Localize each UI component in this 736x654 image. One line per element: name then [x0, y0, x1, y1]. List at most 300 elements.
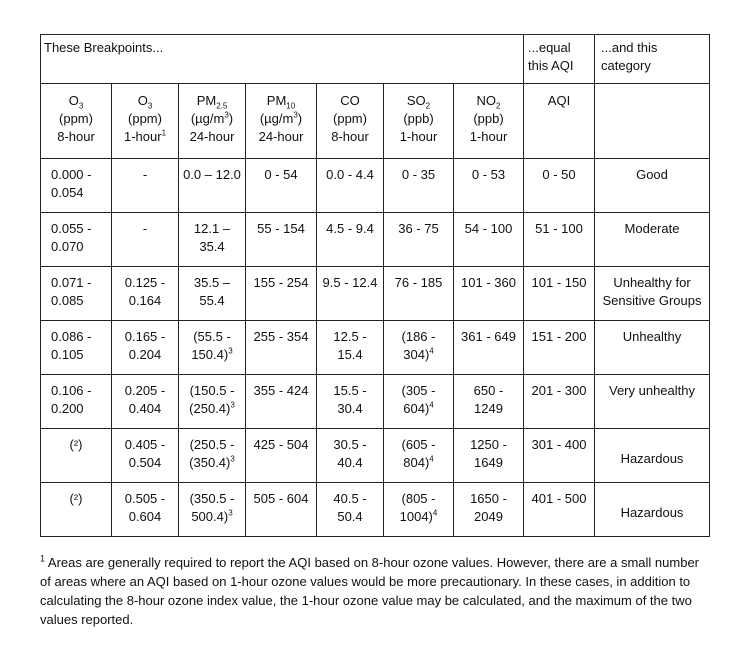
cell-line	[319, 508, 381, 526]
cell-value: 0.404	[128, 401, 162, 416]
column-name-subscript: 3	[78, 101, 84, 111]
cell-value: (805 -	[401, 491, 436, 506]
category-line	[597, 328, 707, 346]
cell-value: 35.4	[199, 239, 225, 254]
cell-no2	[454, 267, 524, 321]
cell-line	[456, 166, 521, 184]
cell-value: 0.0 - 4.4	[326, 167, 374, 182]
cell-line	[386, 274, 451, 292]
column-period-text: 1-hour	[399, 129, 438, 144]
cell-aqi	[524, 159, 595, 213]
cell-line	[386, 436, 451, 454]
cell-aqi	[524, 375, 595, 429]
cell-line	[386, 166, 451, 184]
column-name-base: O	[137, 93, 148, 108]
footnote	[40, 553, 700, 629]
column-name	[248, 92, 314, 110]
category-line	[597, 220, 707, 238]
cell-footnote-ref: 3	[228, 346, 233, 356]
cell-line	[114, 166, 176, 184]
cell-so2	[384, 267, 454, 321]
table-row	[41, 375, 710, 429]
cell-so2	[384, 213, 454, 267]
column-header	[179, 84, 246, 159]
column-name	[386, 92, 451, 110]
cell-line	[51, 346, 109, 364]
column-unit-superscript: 3	[293, 110, 298, 120]
cell-line	[181, 454, 243, 472]
cell-so2	[384, 159, 454, 213]
cell-line	[386, 400, 451, 418]
column-header	[384, 84, 454, 159]
cell-value: 361 - 649	[461, 329, 516, 344]
column-unit	[319, 110, 381, 128]
column-header-row	[41, 84, 710, 159]
cell-pm10	[246, 159, 317, 213]
column-name	[43, 92, 109, 110]
cell-value: -	[142, 221, 148, 236]
cell-value: 2049	[474, 509, 503, 524]
cell-footnote-ref: 3	[228, 508, 233, 518]
column-name-subscript: 2	[425, 101, 431, 111]
table-row	[41, 321, 710, 375]
cell-value: 0.205 -	[124, 383, 166, 398]
aqi-range: 0 - 50	[542, 167, 576, 182]
column-period	[181, 128, 243, 146]
breakpoints-header: These Breakpoints...	[41, 35, 524, 84]
cell-value: (55.5 -	[193, 329, 231, 344]
cell-value: 0.604	[128, 509, 162, 524]
category-text: Unhealthy for	[613, 275, 691, 290]
footnote-marker: 1	[40, 553, 46, 564]
cell-o3-1h	[112, 375, 179, 429]
cell-value: (186 -	[401, 329, 436, 344]
cell-line	[319, 436, 381, 454]
column-name-subscript: 2.5	[216, 101, 228, 111]
cell-line	[181, 436, 243, 454]
aqi-range: 151 - 200	[531, 329, 587, 344]
cell-line	[51, 382, 109, 400]
column-name-subscript: 2	[496, 101, 501, 111]
cell-value: 1004)	[399, 509, 433, 524]
column-period-text: 8-hour	[331, 129, 369, 144]
cell-value: 0.200	[51, 401, 84, 416]
cell-value: 0.086 -	[51, 329, 92, 344]
cell-line	[248, 220, 314, 238]
cell-no2	[454, 321, 524, 375]
cell-pm25	[179, 159, 246, 213]
table-row	[41, 159, 710, 213]
cell-value: 255 - 354	[253, 329, 309, 344]
cell-pm10	[246, 267, 317, 321]
column-name	[319, 92, 381, 110]
cell-pm25	[179, 375, 246, 429]
cell-line	[181, 292, 243, 310]
category-text: Hazardous	[620, 505, 684, 520]
cell-co	[317, 321, 384, 375]
cell-so2	[384, 483, 454, 537]
table-row	[41, 429, 710, 483]
cell-category	[595, 375, 710, 429]
cell-value: 355 - 424	[253, 383, 309, 398]
cell-value: (²)	[69, 491, 83, 506]
cell-category	[595, 429, 710, 483]
cell-category	[595, 159, 710, 213]
cell-line	[319, 274, 381, 292]
column-period	[386, 128, 451, 146]
aqi-breakpoints-table	[40, 34, 710, 537]
column-header	[41, 84, 112, 159]
cell-aqi	[524, 429, 595, 483]
cell-value: 1250 -	[470, 437, 507, 452]
cell-value: 0.504	[128, 455, 162, 470]
cell-line	[319, 400, 381, 418]
column-unit	[43, 110, 109, 128]
column-name	[526, 92, 592, 110]
column-unit-text: (ppm)	[333, 111, 367, 126]
column-period	[456, 128, 521, 146]
column-unit	[114, 110, 176, 128]
category-line-2: category	[601, 58, 651, 73]
cell-value: 55.4	[199, 293, 225, 308]
cell-line	[51, 400, 109, 418]
cell-value: 35.5 –	[193, 275, 231, 290]
category-line	[597, 166, 707, 184]
cell-line	[386, 508, 451, 526]
column-header	[524, 84, 595, 159]
cell-pm10	[246, 429, 317, 483]
cell-footnote-ref: 3	[230, 400, 235, 410]
cell-footnote-ref: 4	[432, 508, 438, 518]
cell-value: 12.5 -	[333, 329, 367, 344]
cell-pm10	[246, 321, 317, 375]
table-row	[41, 483, 710, 537]
table-intro-row	[41, 35, 710, 84]
cell-so2	[384, 375, 454, 429]
cell-value: 0 - 54	[264, 167, 298, 182]
cell-value: 155 - 254	[253, 275, 309, 290]
cell-line	[456, 400, 521, 418]
column-period-superscript: 1	[161, 128, 167, 138]
cell-line	[114, 382, 176, 400]
category-line	[597, 382, 707, 400]
cell-value: (350.4)	[189, 455, 231, 470]
category-text: Unhealthy	[622, 329, 682, 344]
cell-line	[51, 220, 109, 238]
cell-o3-1h	[112, 213, 179, 267]
column-unit	[248, 110, 314, 128]
category-text: Good	[636, 167, 668, 182]
category-header	[595, 35, 710, 84]
cell-value: (250.5 -	[189, 437, 235, 452]
column-unit	[386, 110, 451, 128]
cell-line	[51, 292, 109, 310]
cell-o3-1h	[112, 429, 179, 483]
cell-co	[317, 429, 384, 483]
cell-line	[114, 274, 176, 292]
column-unit-superscript: 3	[224, 110, 229, 120]
aqi-range: 301 - 400	[531, 437, 587, 452]
category-line	[597, 504, 707, 522]
cell-value: 505 - 604	[253, 491, 309, 506]
cell-category	[595, 213, 710, 267]
cell-o3-8h	[41, 321, 112, 375]
cell-o3-8h	[41, 429, 112, 483]
cell-co	[317, 267, 384, 321]
cell-line	[248, 328, 314, 346]
cell-value: (350.5 -	[189, 491, 235, 506]
column-name-base: CO	[340, 93, 360, 108]
cell-aqi	[524, 267, 595, 321]
cell-pm25	[179, 213, 246, 267]
cell-line	[114, 292, 176, 310]
cell-no2	[454, 375, 524, 429]
cell-value: 0.106 -	[51, 383, 92, 398]
column-period	[43, 128, 109, 146]
cell-pm25	[179, 321, 246, 375]
cell-value: 15.4	[337, 347, 363, 362]
cell-value: (²)	[69, 437, 83, 452]
cell-o3-8h	[41, 159, 112, 213]
cell-category	[595, 267, 710, 321]
cell-value: 650 -	[473, 383, 504, 398]
cell-value: 4.5 - 9.4	[326, 221, 374, 236]
cell-value: 0.070	[51, 239, 84, 254]
cell-value: 0.0 – 12.0	[183, 167, 241, 182]
cell-value: 1649	[474, 455, 503, 470]
cell-no2	[454, 213, 524, 267]
cell-line	[181, 328, 243, 346]
column-period-text: 24-hour	[258, 129, 304, 144]
cell-value: 0 - 53	[471, 167, 506, 182]
cell-pm10	[246, 375, 317, 429]
cell-line	[386, 490, 451, 508]
cell-pm25	[179, 429, 246, 483]
table-row	[41, 267, 710, 321]
cell-value: 0.105	[51, 347, 84, 362]
column-name	[181, 92, 243, 110]
column-header-empty	[595, 84, 710, 159]
column-period	[114, 128, 176, 146]
cell-value: (605 -	[401, 437, 436, 452]
cell-line	[181, 400, 243, 418]
cell-no2	[454, 159, 524, 213]
cell-line	[248, 166, 314, 184]
column-header	[112, 84, 179, 159]
cell-line	[51, 238, 109, 256]
cell-value: 304)	[403, 347, 430, 362]
cell-so2	[384, 429, 454, 483]
column-period	[319, 128, 381, 146]
column-name-base: SO	[406, 93, 426, 108]
cell-value: 12.1 –	[193, 221, 231, 236]
cell-line	[43, 490, 109, 508]
cell-co	[317, 159, 384, 213]
cell-value: 604)	[403, 401, 430, 416]
cell-line	[114, 490, 176, 508]
column-unit-text: (µg/m	[259, 111, 294, 126]
column-unit-text: (ppb)	[403, 111, 434, 126]
cell-line	[114, 328, 176, 346]
cell-line	[248, 436, 314, 454]
cell-value: (305 -	[401, 383, 436, 398]
column-name-base: O	[68, 93, 79, 108]
cell-o3-8h	[41, 483, 112, 537]
cell-line	[319, 382, 381, 400]
cell-value: 425 - 504	[253, 437, 309, 452]
column-unit-text: (ppb)	[473, 111, 504, 126]
column-unit-text: (µg/m	[190, 111, 225, 126]
cell-line	[248, 274, 314, 292]
table-row	[41, 213, 710, 267]
column-header	[317, 84, 384, 159]
category-line	[597, 274, 707, 292]
column-unit-text: (ppm)	[128, 111, 162, 126]
cell-line	[248, 382, 314, 400]
cell-value: 36 - 75	[398, 221, 439, 236]
cell-value: 0.085	[51, 293, 84, 308]
cell-pm10	[246, 483, 317, 537]
column-unit-close: )	[228, 111, 234, 126]
cell-value: 0.071 -	[51, 275, 92, 290]
cell-value: 0.405 -	[124, 437, 166, 452]
cell-line	[456, 274, 521, 292]
cell-pm25	[179, 483, 246, 537]
category-line	[597, 450, 707, 468]
cell-line	[319, 220, 381, 238]
cell-line	[319, 328, 381, 346]
cell-line	[181, 238, 243, 256]
column-name-base: AQI	[547, 93, 571, 108]
cell-value: 9.5 - 12.4	[322, 275, 378, 290]
column-period-text: 24-hour	[189, 129, 235, 144]
cell-line	[181, 508, 243, 526]
category-line-1: ...and this	[601, 40, 658, 55]
cell-line	[114, 436, 176, 454]
cell-footnote-ref: 4	[429, 400, 434, 410]
column-period-text: 8-hour	[57, 129, 95, 144]
cell-o3-1h	[112, 267, 179, 321]
cell-value: 101 - 360	[461, 275, 516, 290]
column-header	[454, 84, 524, 159]
equal-line-2: this AQI	[528, 58, 574, 73]
cell-line	[319, 490, 381, 508]
equal-aqi-header	[524, 35, 595, 84]
cell-co	[317, 483, 384, 537]
cell-value: 54 - 100	[464, 221, 513, 236]
cell-line	[114, 454, 176, 472]
column-period-text: 1-hour	[469, 129, 508, 144]
cell-line	[114, 400, 176, 418]
column-name-base: PM	[266, 93, 287, 108]
cell-o3-1h	[112, 483, 179, 537]
cell-line	[43, 436, 109, 454]
cell-value: 0.505 -	[124, 491, 166, 506]
cell-line	[456, 490, 521, 508]
aqi-range: 401 - 500	[531, 491, 587, 506]
cell-no2	[454, 429, 524, 483]
cell-o3-1h	[112, 321, 179, 375]
column-name	[456, 92, 521, 110]
column-header	[246, 84, 317, 159]
cell-value: 0.125 -	[124, 275, 166, 290]
column-unit-close: )	[297, 111, 303, 126]
cell-value: (150.5 -	[189, 383, 235, 398]
cell-value: 55 - 154	[257, 221, 305, 236]
cell-pm10	[246, 213, 317, 267]
column-unit	[181, 110, 243, 128]
cell-line	[456, 382, 521, 400]
cell-aqi	[524, 321, 595, 375]
cell-value: 804)	[403, 455, 430, 470]
cell-value: 0.000 -	[51, 167, 92, 182]
cell-line	[51, 184, 109, 202]
aqi-range: 101 - 150	[531, 275, 587, 290]
cell-value: 1249	[474, 401, 503, 416]
cell-value: 1650 -	[470, 491, 507, 506]
cell-value: (250.4)	[189, 401, 231, 416]
cell-value: 15.5 -	[333, 383, 367, 398]
cell-line	[386, 328, 451, 346]
cell-value: 0.165 -	[124, 329, 166, 344]
cell-aqi	[524, 483, 595, 537]
cell-line	[114, 508, 176, 526]
cell-line	[319, 454, 381, 472]
category-text: Hazardous	[620, 451, 684, 466]
column-name-base: PM	[196, 93, 217, 108]
column-name-base: NO	[476, 93, 497, 108]
cell-so2	[384, 321, 454, 375]
category-line	[597, 292, 707, 310]
cell-line	[386, 454, 451, 472]
cell-value: 0.054	[51, 185, 84, 200]
cell-footnote-ref: 3	[230, 454, 235, 464]
cell-line	[181, 346, 243, 364]
cell-line	[114, 346, 176, 364]
category-text: Sensitive Groups	[602, 293, 702, 308]
cell-co	[317, 375, 384, 429]
cell-line	[114, 220, 176, 238]
cell-line	[456, 328, 521, 346]
cell-no2	[454, 483, 524, 537]
cell-value: 50.4	[337, 509, 363, 524]
cell-line	[456, 508, 521, 526]
cell-category	[595, 483, 710, 537]
cell-footnote-ref: 4	[429, 454, 434, 464]
cell-line	[51, 166, 109, 184]
column-name	[114, 92, 176, 110]
category-text: Moderate	[624, 221, 680, 236]
column-period	[248, 128, 314, 146]
cell-category	[595, 321, 710, 375]
column-unit-text: (ppm)	[59, 111, 93, 126]
cell-value: 0.164	[128, 293, 162, 308]
cell-value: 40.5 -	[333, 491, 367, 506]
cell-line	[248, 490, 314, 508]
cell-line	[386, 220, 451, 238]
cell-aqi	[524, 213, 595, 267]
cell-line	[386, 382, 451, 400]
cell-line	[456, 436, 521, 454]
cell-value: -	[142, 167, 148, 182]
cell-value: 76 - 185	[394, 275, 443, 290]
cell-line	[181, 274, 243, 292]
cell-line	[456, 220, 521, 238]
cell-value: 0.204	[128, 347, 162, 362]
cell-value: 30.4	[337, 401, 363, 416]
cell-line	[51, 328, 109, 346]
column-unit	[456, 110, 521, 128]
